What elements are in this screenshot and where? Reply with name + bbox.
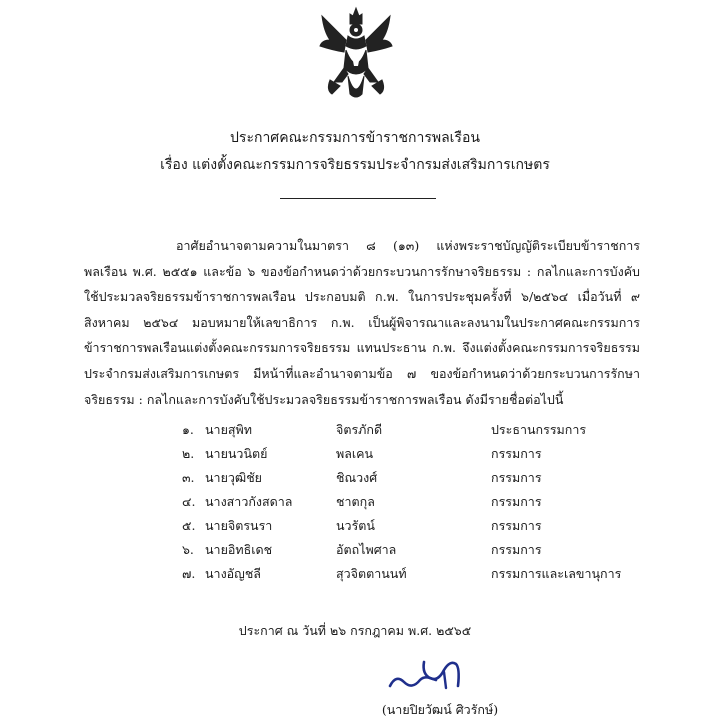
member-first-name: นายสุพิท [205,422,252,437]
announcement-date: ประกาศ ณ วันที่ ๒๖ กรกฎาคม พ.ศ. ๒๕๖๕ [238,623,472,638]
member-last-name: อัตถไพศาล [336,542,397,557]
member-last-name: ชิณวงศ์ [336,470,378,485]
member-number: ๑. [182,422,194,437]
member-first-name: นางอัญชลี [205,566,261,581]
list-item [0,492,710,516]
member-number: ๕. [182,518,196,533]
list-item [0,444,710,468]
signer-name: (นายปิยวัฒน์ ศิวรักษ์) [381,702,499,717]
member-role: กรรมการ [491,470,542,485]
announcement-body [84,233,640,412]
member-number: ๓. [182,470,195,485]
list-item [0,420,710,444]
member-last-name: จิตรภักดี [336,422,383,437]
member-first-name: นายวุฒิชัย [205,470,263,485]
list-item [0,564,710,588]
title-divider [280,198,436,199]
member-number: ๖. [182,542,194,557]
member-last-name: ชาตกุล [336,494,375,509]
list-item [0,468,710,492]
member-number: ๔. [182,494,196,509]
list-item [0,516,710,540]
member-last-name: สุวจิตตานนท์ [336,566,407,581]
page-title: ประกาศคณะกรรมการข้าราชการพลเรือน [230,130,480,146]
announcement-paragraph: อาศัยอำนาจตามความในมาตรา ๘ (๑๓) แห่งพระราชบัญญัติระเบียบข้าราชการพลเรือน พ.ศ. ๒๕๕๑ และข้อ ๖ ของข้อกำหนดว่าด้วยกระบวนการรักษาจริยธรรม : กลไกและการบังคับใช้ประมวลจริยธรรมข้าราชการพลเรือน ประกอบมติ ก.พ. ในการประชุมครั้งที่ ๖/๒๕๖๔ เมื่อวันที่ ๙ สิงหาคม ๒๕๖๔ มอบหมายให้เลขาธิการ ก.พ. เป็นผู้พิจารณาและลงนามในประกาศคณะกรรมการข้าราชการพลเรือนแต่งตั้งคณะกรรมการจริยธรรม แทนประธาน ก.พ. จึงแต่งตั้งคณะกรรมการจริยธรรมประจำกรมส่งเสริมการเกษตร มีหน้าที่และอำนาจตามข้อ ๗ ของข้อกำหนดว่าด้วยกระบวนการรักษาจริยธรรม : กลไกและการบังคับใช้ประมวลจริยธรรมข้าราชการพลเรือน ดังมีรายชื่อต่อไปนี้ [84,238,640,407]
member-role: กรรมการ [491,494,542,509]
member-role: กรรมการและเลขานุการ [491,566,622,581]
member-first-name: นายจิตรนรา [205,518,273,533]
member-last-name: พลเคน [336,446,374,461]
garuda-emblem-icon [318,6,394,102]
member-role: กรรมการ [491,518,542,533]
member-last-name: นวรัตน์ [336,518,375,533]
signature-icon [384,656,466,696]
subject-line: เรื่อง แต่งตั้งคณะกรรมการจริยธรรมประจำกรมส่งเสริมการเกษตร [160,157,550,173]
member-number: ๒. [182,446,195,461]
member-first-name: นางสาวกังสดาล [205,494,293,509]
member-first-name: นายอิทธิเดช [205,542,273,557]
member-first-name: นายนวนิตย์ [205,446,268,461]
member-role: กรรมการ [491,542,542,557]
member-role: ประธานกรรมการ [491,422,587,437]
member-role: กรรมการ [491,446,542,461]
list-item [0,540,710,564]
member-number: ๗. [182,566,196,581]
